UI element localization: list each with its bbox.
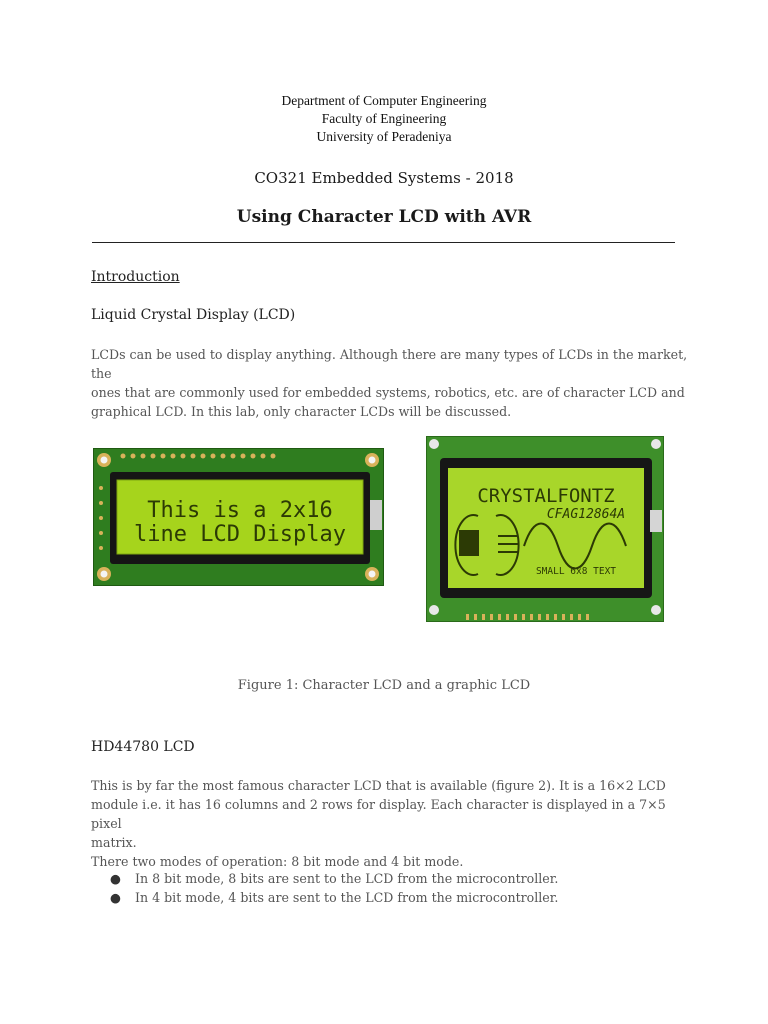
graphic-lcd-model: CFAG12864A bbox=[546, 507, 626, 522]
list-item bbox=[110, 888, 558, 907]
lcd-line-1: This is a 2x16 bbox=[147, 498, 333, 523]
list-item-text: In 8 bit mode, 8 bits are sent to the LCD from the microcontroller. bbox=[135, 871, 559, 886]
mode-list bbox=[110, 869, 558, 907]
university-name: University of Peradeniya bbox=[316, 129, 452, 144]
paragraph-line: This is by far the most famous character LCD that is available (figure 2). It is a 16×2 LCD bbox=[91, 778, 666, 793]
paragraph-line: graphical LCD. In this lab, only character LCDs will be discussed. bbox=[91, 404, 512, 419]
list-item bbox=[110, 869, 558, 888]
course-title: CO321 Embedded Systems - 2018 bbox=[254, 169, 514, 187]
paragraph-line: matrix. bbox=[91, 835, 137, 850]
graphic-lcd-brand: CRYSTALFONTZ bbox=[477, 485, 615, 507]
hd44780-heading: HD44780 LCD bbox=[91, 739, 195, 755]
introduction-heading: Introduction bbox=[91, 269, 180, 285]
department-name: Department of Computer Engineering bbox=[281, 93, 487, 108]
introduction-paragraph bbox=[91, 345, 691, 421]
graphic-lcd-image bbox=[426, 436, 664, 622]
paragraph-line: ones that are commonly used for embedded systems, robotics, etc. are of character LCD and bbox=[91, 385, 685, 400]
figure-1-caption: Figure 1: Character LCD and a graphic LCD bbox=[237, 678, 531, 693]
bullet-icon: ● bbox=[110, 890, 121, 905]
paragraph-line: LCDs can be used to display anything. Although there are many types of LCDs in the market, the bbox=[91, 347, 688, 381]
bullet-icon: ● bbox=[110, 871, 121, 886]
title-divider bbox=[92, 242, 675, 243]
lcd-subheading: Liquid Crystal Display (LCD) bbox=[91, 307, 296, 323]
lcd-line-2: line LCD Display bbox=[134, 522, 346, 547]
faculty-name: Faculty of Engineering bbox=[321, 111, 447, 126]
paragraph-line: There two modes of operation: 8 bit mode and 4 bit mode. bbox=[91, 854, 464, 869]
hd44780-paragraph bbox=[91, 776, 691, 871]
graphic-lcd-footer: SMALL 6x8 TEXT bbox=[535, 566, 617, 577]
list-item-text: In 4 bit mode, 4 bits are sent to the LCD from the microcontroller. bbox=[135, 890, 559, 905]
character-lcd-image bbox=[93, 448, 384, 586]
document-title: Using Character LCD with AVR bbox=[236, 207, 532, 227]
paragraph-line: module i.e. it has 16 columns and 2 rows for display. Each character is displayed in a 7×5 pixel bbox=[91, 797, 666, 831]
